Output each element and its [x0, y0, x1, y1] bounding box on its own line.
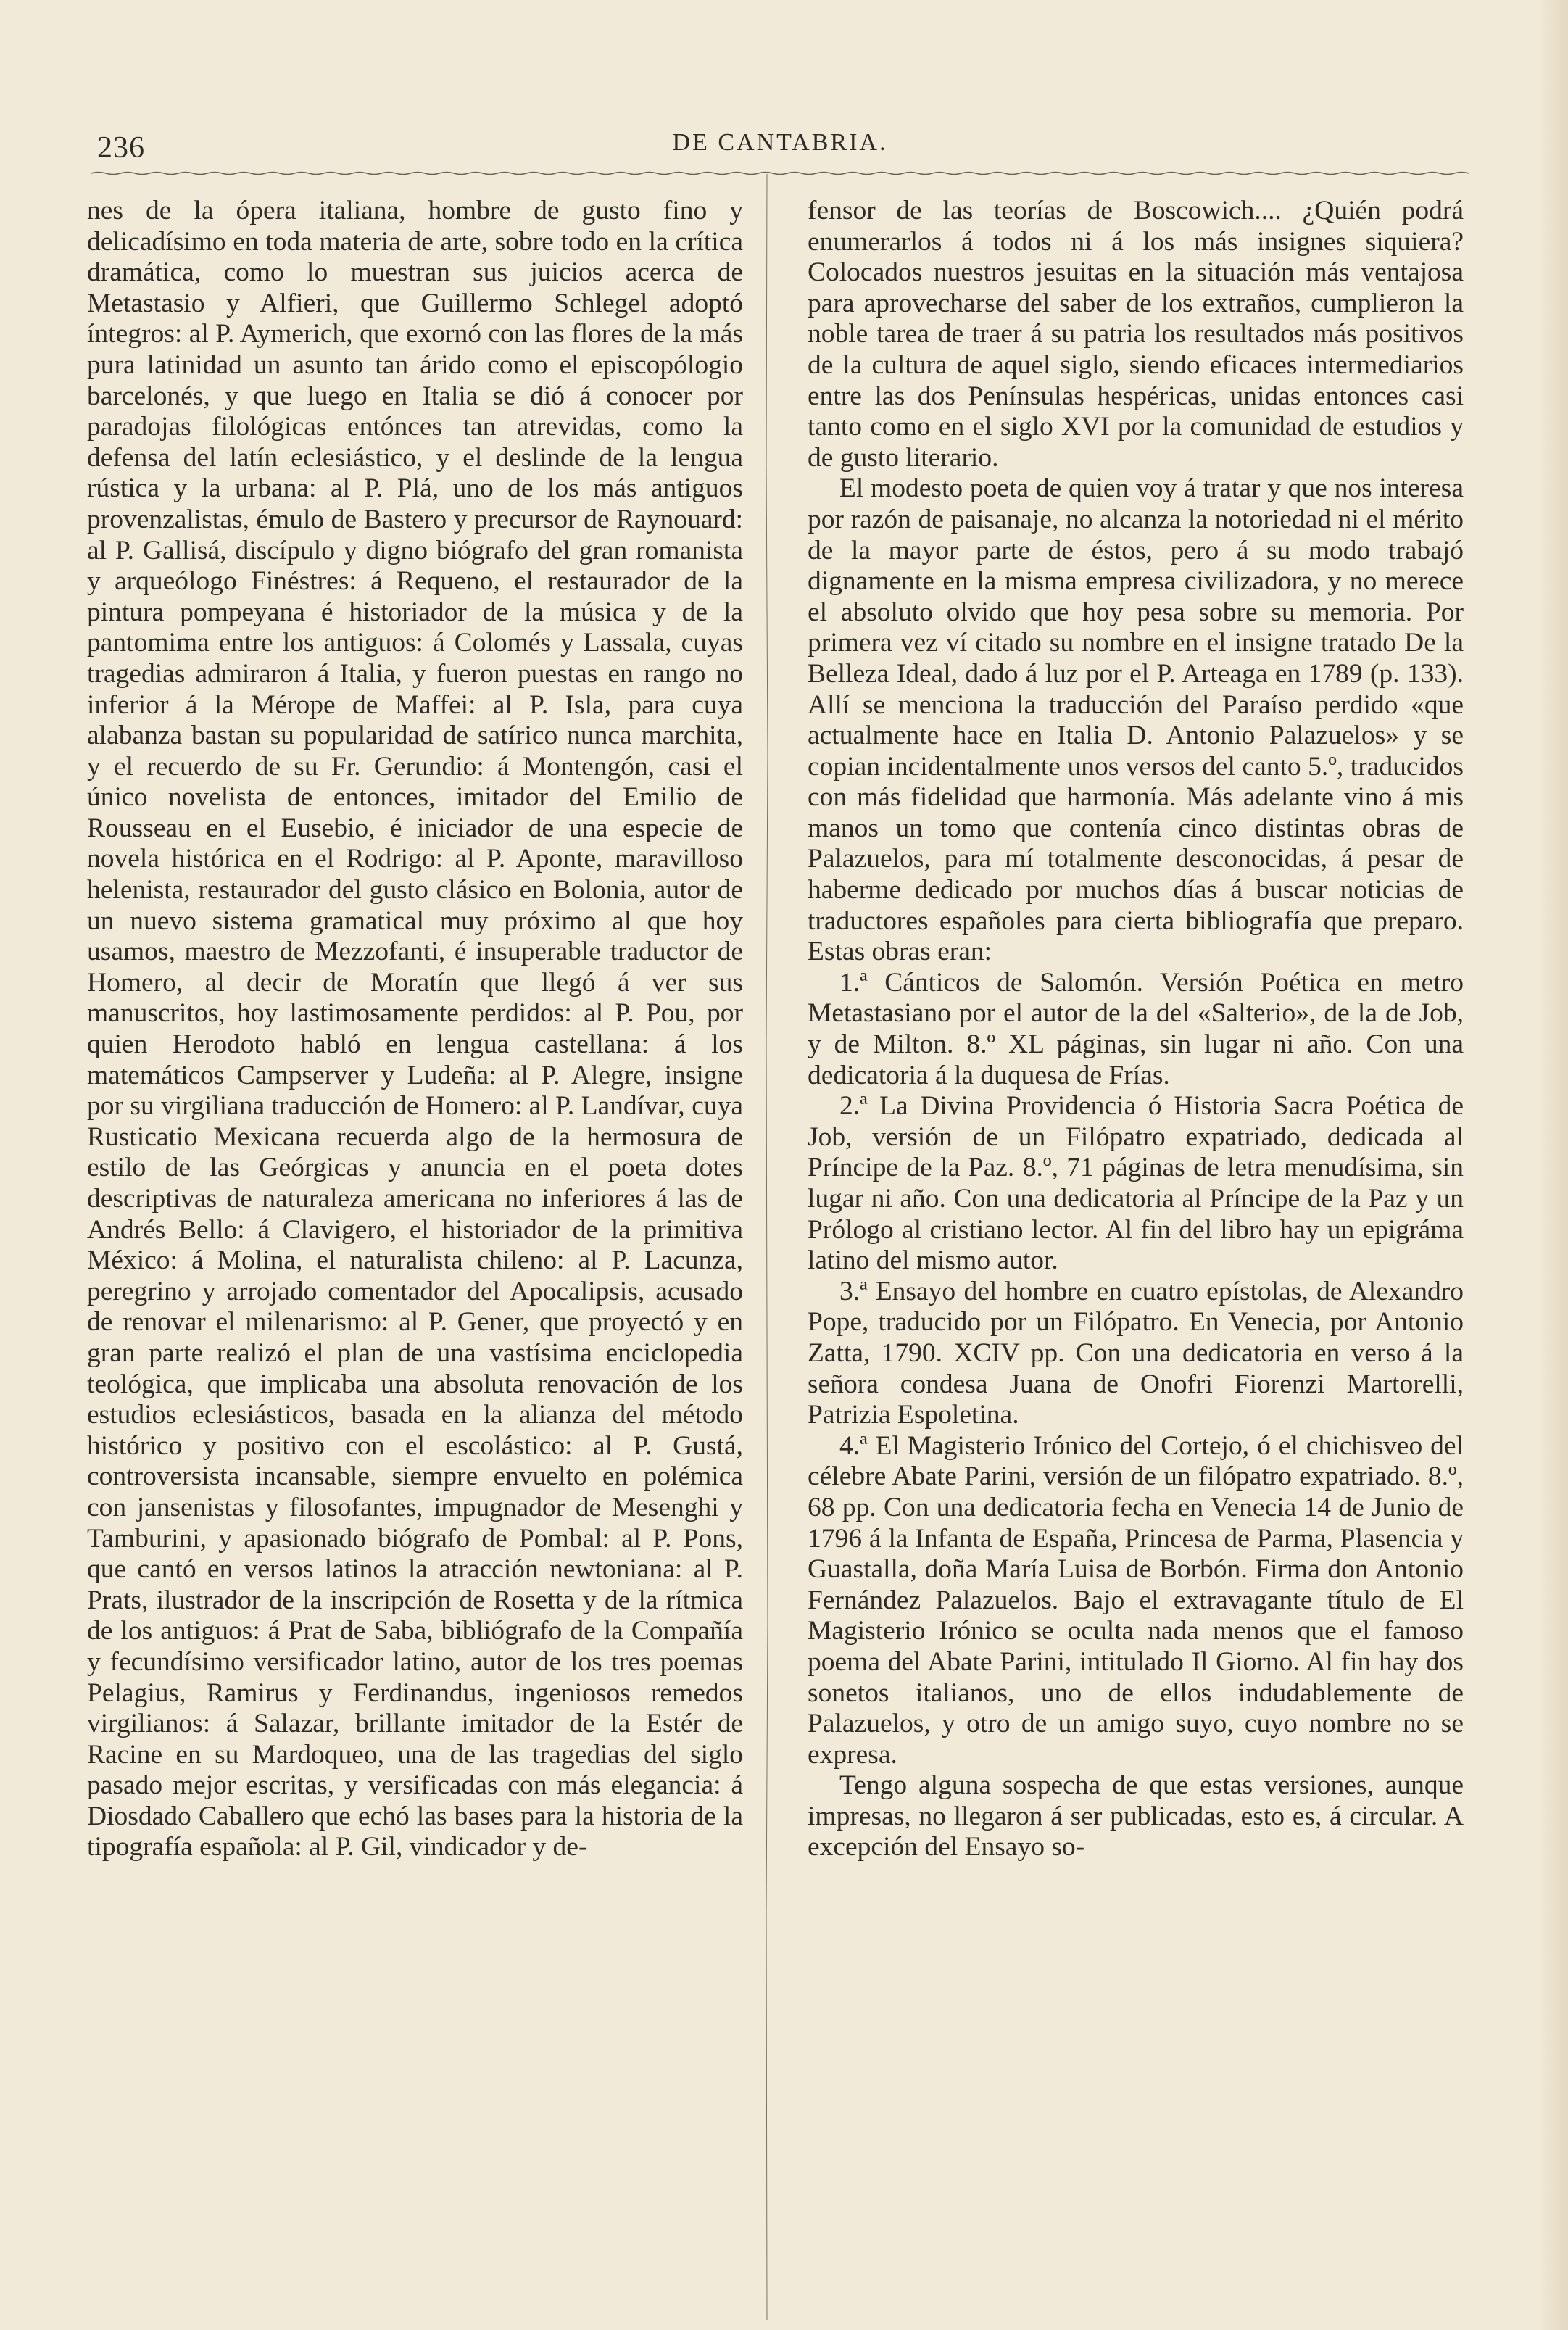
- page-edge: [1542, 0, 1568, 2330]
- right-column: [808, 196, 1464, 2226]
- paragraph: nes de la ópera italiana, hombre de gusto fino y delicadísimo en toda materia de arte, sobre todo en la crítica dramática, como lo muestran sus juicios acerca de Metastasio y Alfieri, que Guillermo Schlegel adoptó íntegros: al P. Aymerich, que exornó con las flores de la más pura latinidad un asunto tan árido como el episcopólogio barcelonés, y que luego en Italia se dió á conocer por paradojas filológicas entónces tan atrevidas, como la defensa del latín eclesiástico, y el deslinde de la lengua rústica y la urbana: al P. Plá, uno de los más antiguos provenzalistas, émulo de Bastero y precursor de Raynouard: al P. Gallisá, discípulo y digno biógrafo del gran romanista y arqueólogo Finéstres: á Requeno, el restaurador de la pintura pompeyana é historiador de la música y de la pantomima entre los antiguos: á Colomés y Lassala, cuyas tragedias admiraron á Italia, y fueron puestas en rango no inferior á la Mérope de Maffei: al P. Isla, para cuya alabanza bastan su popularidad de satírico nunca marchita, y el recuerdo de su Fr. Gerundio: á Montengón, casi el único novelista de entonces, imitador del Emilio de Rousseau en el Eusebio, é iniciador de una especie de novela histórica en el Rodrigo: al P. Aponte, maravilloso helenista, restaurador del gusto clásico en Bolonia, autor de un nuevo sistema gramatical muy próximo al que hoy usamos, maestro de Mezzofanti, é insuperable traductor de Homero, al decir de Moratín que llegó á ver sus manuscritos, hoy lastimosamente perdidos: al P. Pou, por quien Herodoto habló en lengua castellana: á los matemáticos Campserver y Ludeña: al P. Alegre, insigne por su virgiliana traducción de Homero: al P. Landívar, cuya Rusticatio Mexicana recuerda algo de la hermosura de estilo de las Geórgicas y anuncia en el poeta dotes descriptivas de naturaleza americana no inferiores á las de Andrés Bello: á Clavigero, el historiador de la primitiva México: á Molina, el naturalista chileno: al P. Lacunza, peregrino y arrojado comentador del Apocalipsis, acusado de renovar el milenarismo: al P. Gener, que proyectó y en gran parte realizó el plan de una vastísima enciclopedia teológica, que implicaba una absoluta renovación de los estudios eclesiásticos, basada en la alianza del método histórico y positivo con el escolástico: al P. Gustá, controversista incansable, siempre envuelto en polémica con jansenistas y filosofantes, impugnador de Mesenghi y Tamburini, y apasionado biógrafo de Pombal: al P. Pons, que cantó en versos latinos la atracción newtoniana: al P. Prats, ilustrador de la inscripción de Rosetta y de la rítmica de los antiguos: á Prat de Saba, bibliógrafo de la Compañía y fecundísimo versificador latino, autor de los tres poemas Pelagius, Ramirus y Ferdinandus, ingeniosos remedos virgilianos: á Salazar, brillante imitador de la Estér de Racine en su Mardoqueo, una de las tragedias del siglo pasado mejor escritas, y versificadas con más elegancia: á Diosdado Caballero que echó las bases para la historia de la tipografía española: al P. Gil, vindicador y de-: [87, 196, 743, 1862]
- left-column: [87, 196, 743, 2226]
- paragraph: fensor de las teorías de Boscowich.... ¿Quién podrá enumerarlos á todos ni á los más insignes siquiera? Colocados nuestros jesuitas en la situación más ventajosa para aprovecharse del saber de los extraños, cumplieron la noble tarea de traer á su patria los resultados más positivos de la cultura de aquel siglo, siendo eficaces intermediarios entre las dos Penínsulas hespéricas, unidas entonces casi tanto como en el siglo XVI por la comunidad de estudios y de gusto literario.: [808, 196, 1464, 473]
- list-item: 2.ª La Divina Providencia ó Historia Sacra Poética de Job, versión de un Filópatro expatriado, dedicada al Príncipe de la Paz. 8.º, 71 páginas de letra menudísima, sin lugar ni año. Con una dedicatoria al Príncipe de la Paz y un Prólogo al cristiano lector. Al fin del libro hay un epigráma latino del mismo autor.: [808, 1091, 1464, 1276]
- list-item: 1.ª Cánticos de Salomón. Versión Poética en metro Metastasiano por el autor de la del «Salterio», de la de Job, y de Milton. 8.º XL páginas, sin lugar ni año. Con una dedicatoria á la duquesa de Frías.: [808, 967, 1464, 1090]
- header-rule: [91, 170, 1469, 177]
- page-header: [91, 125, 1469, 168]
- running-title: DE CANTABRIA.: [672, 129, 888, 156]
- list-item: 4.ª El Magisterio Irónico del Cortejo, ó el chichisveo del célebre Abate Parini, versión de un filópatro expatriado. 8.º, 68 pp. Con una dedicatoria fecha en Venecia 14 de Junio de 1796 á la Infanta de España, Princesa de Parma, Plasencia y Guastalla, doña María Luisa de Borbón. Firma don Antonio Fernández Palazuelos. Bajo el extravagante título de El Magisterio Irónico se oculta nada menos que el famoso poema del Abate Parini, intitulado Il Giorno. Al fin hay dos sonetos italianos, uno de ellos indudablemente de Palazuelos, y otro de un amigo suyo, cuyo nombre no se expresa.: [808, 1430, 1464, 1770]
- column-divider: [765, 174, 769, 2320]
- paragraph: Tengo alguna sospecha de que estas versiones, aunque impresas, no llegaron á ser publicadas, esto es, á circular. A excepción del Ensayo so-: [808, 1770, 1464, 1862]
- page-number: 236: [97, 131, 145, 165]
- paragraph: El modesto poeta de quien voy á tratar y que nos interesa por razón de paisanaje, no alcanza la notoriedad ni el mérito de la mayor parte de éstos, pero á su modo trabajó dignamente en la misma empresa civilizadora, y no merece el absoluto olvido que hoy pesa sobre su memoria. Por primera vez ví citado su nombre en el insigne tratado De la Belleza Ideal, dado á luz por el P. Arteaga en 1789 (p. 133). Allí se menciona la traducción del Paraíso perdido «que actualmente hace en Italia D. Antonio Palazuelos» y se copian incidentalmente unos versos del canto 5.º, traducidos con más fidelidad que harmonía. Más adelante vino á mis manos un tomo que contenía cinco distintas obras de Palazuelos, para mí totalmente desconocidas, á pesar de haberme dedicado por muchos días á buscar noticias de traductores españoles para cierta bibliografía que preparo. Estas obras eran:: [808, 473, 1464, 967]
- list-item: 3.ª Ensayo del hombre en cuatro epístolas, de Alexandro Pope, traducido por un Filópatro. En Venecia, por Antonio Zatta, 1790. XCIV pp. Con una dedicatoria en verso á la señora condesa Juana de Onofri Fiorenzi Martorelli, Patrizia Espoletina.: [808, 1276, 1464, 1430]
